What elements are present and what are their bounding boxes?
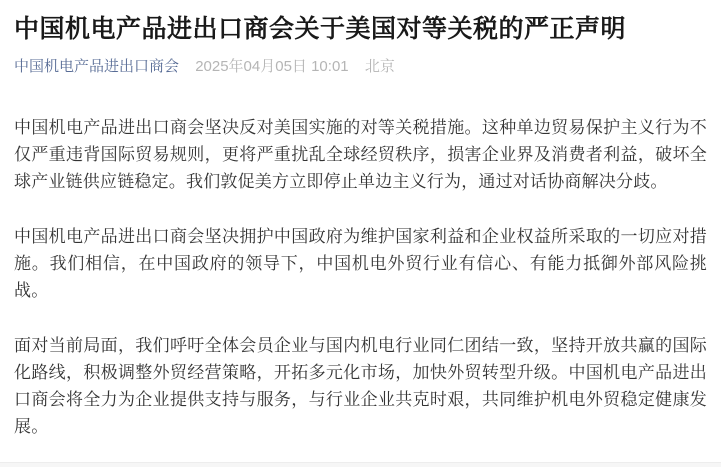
account-name-link[interactable]: 中国机电产品进出口商会 xyxy=(14,58,180,75)
body-paragraph: 中国机电产品进出口商会坚决反对美国实施的对等关税措施。这种单边贸易保护主义行为不仅严重违背国际贸易规则，更将严重扰乱全球经贸秩序，损害企业界及消费者利益，破坏全球产业链供应链稳定。我们敦促美方立即停止单边主义行为，通过对话协商解决分歧。 xyxy=(14,118,707,191)
body-paragraph: 中国机电产品进出口商会坚决拥护中国政府为维护国家利益和企业权益所采取的一切应对措施。我们相信，在中国政府的领导下，中国机电外贸行业有信心、有能力抵御外部风险挑战。 xyxy=(14,227,707,300)
publish-location: 北京 xyxy=(364,58,395,75)
article-body xyxy=(14,114,707,440)
body-paragraph: 面对当前局面，我们呼吁全体会员企业与国内机电行业同仁团结一致，坚持开放共赢的国际化路线，积极调整外贸经营策略，开拓多元化市场，加快外贸转型升级。中国机电产品进出口商会将全力为企业提供支持与服务，与行业企业共克时艰，共同维护机电外贸稳定健康发展。 xyxy=(14,336,707,436)
bottom-section-divider xyxy=(0,462,721,467)
byline xyxy=(14,56,707,77)
page-title: 中国机电产品进出口商会关于美国对等关税的严正声明 xyxy=(14,15,627,43)
publish-datetime: 2025年04月05日 10:01 xyxy=(195,58,349,75)
